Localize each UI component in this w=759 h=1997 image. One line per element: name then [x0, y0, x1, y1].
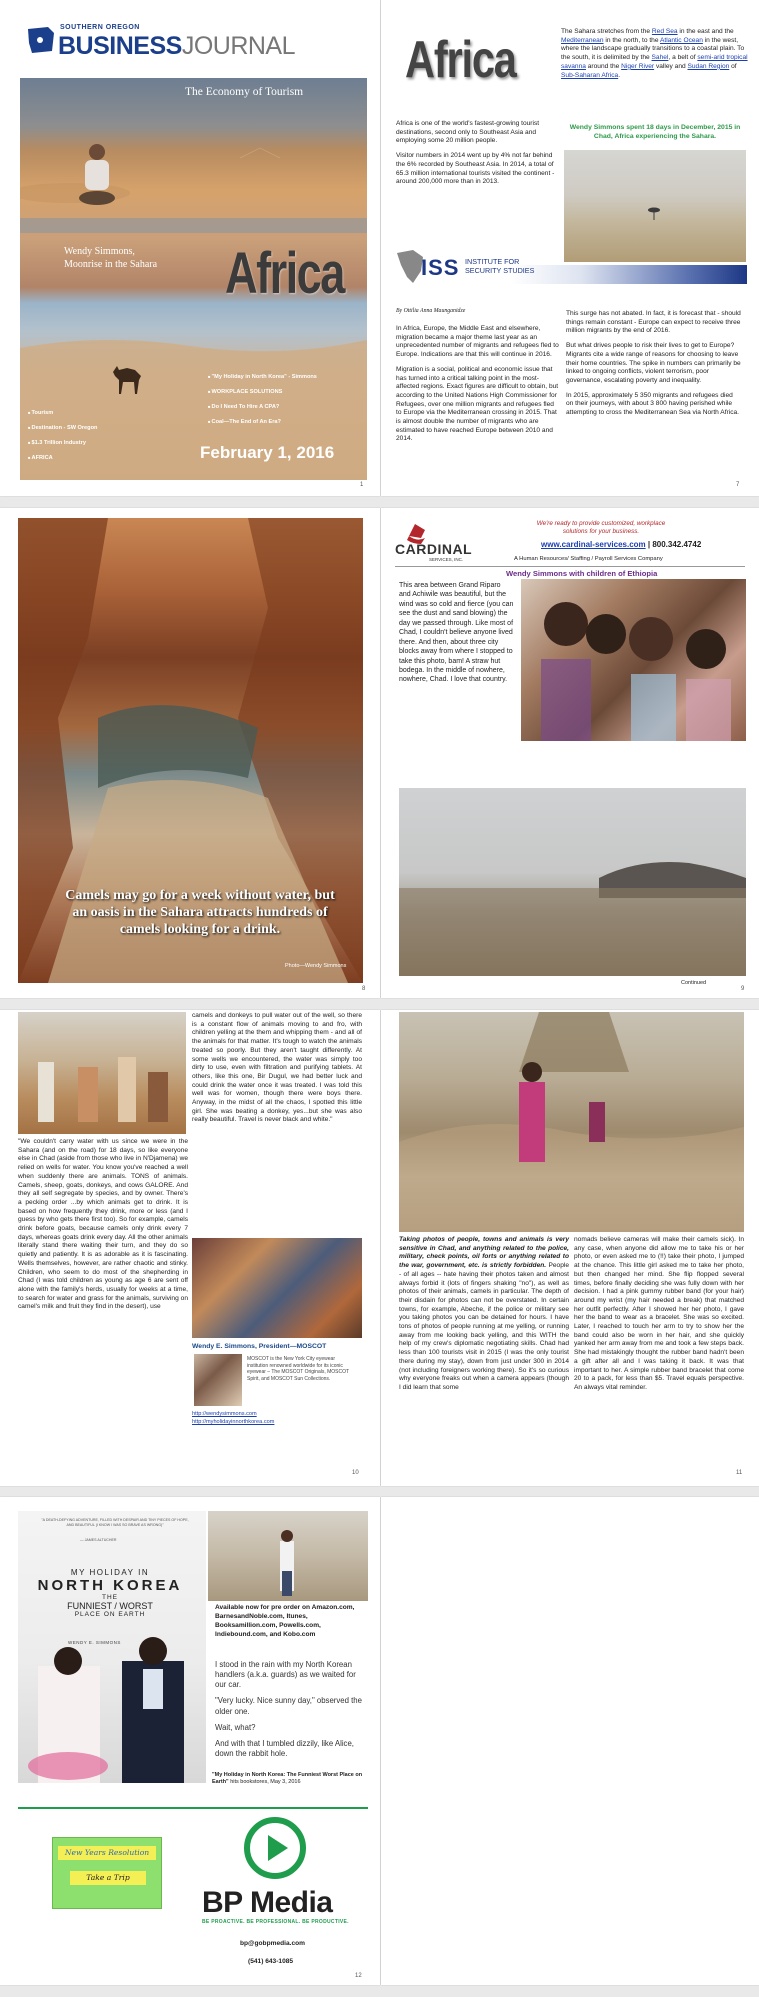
- cover-bullet: ■ Destination - SW Oregon: [28, 425, 97, 431]
- photo-credit: Photo—Wendy Simmons: [285, 963, 347, 969]
- excerpt-para: Wait, what?: [215, 1722, 256, 1732]
- page-number: 7: [736, 482, 740, 488]
- cover-feature: ■ Do I Need To Hire A CPA?: [208, 404, 317, 410]
- cardinal-page: [381, 508, 759, 998]
- north-korea-book-link[interactable]: http://myholidayinnorthkorea.com: [192, 1418, 275, 1425]
- iss-banner: [511, 265, 747, 284]
- resolution-top: New Years Resolution: [58, 1846, 156, 1860]
- cardinal-logo-sub: SERVICES, INC.: [429, 557, 464, 562]
- cover-bullet: ■ AFRICA: [28, 455, 97, 461]
- iss-line2: SECURITY STUDIES: [465, 265, 535, 275]
- standing-figure: [208, 1511, 368, 1601]
- cover-page: [0, 0, 380, 496]
- cardinal-contact: [541, 540, 701, 549]
- photos-warning: Taking photos of people, towns and animals is very sensitive in Chad, and anything related to the police, military, check points, oil forts or anything related to the war, government, etc. is strictly forbidden.: [399, 1236, 569, 1270]
- wendy-portrait: [194, 1354, 242, 1406]
- cover-feature: ■ WORKPLACE SOLUTIONS: [208, 389, 317, 395]
- water-column-2: camels and donkeys to pull water out of the well, so there is a constant flow of animals moving to and fro, with children yelling at the them and whipping them - and all of the animals for that matter. It's tough to watch the animals treated so poorly. But they aren't taught differently. At some wells we encountered, the water was simply too dirty to use, even with filtration and purifying tablets. At others, like this one, Bir Dugul, we had better luck and could drink the water once it was treated. I was told this well was for women, though there were boys there. Anyway, in the midst of all the chaos, I spotted this little girl. She was beating a donkey, yes...but she was also really beautiful. Travel is never black and white.": [192, 1012, 362, 1124]
- link-red-sea[interactable]: Red Sea: [651, 28, 678, 35]
- page-title: Africa: [405, 31, 516, 89]
- cover-feature: ■ "My Holiday in North Korea" - Simmons: [208, 374, 317, 380]
- journal-logo-main: BUSINESS: [58, 32, 182, 60]
- book-cover: [18, 1511, 206, 1783]
- cover-caption-line1: Wendy Simmons,: [64, 246, 135, 257]
- cardinal-logo-name: CARDINAL: [395, 541, 473, 557]
- text: in the west, where the landscape gradually transitions to a coastal plain. To the south, it is delimited by the: [561, 36, 745, 62]
- text: around the: [585, 62, 622, 70]
- wendy-simmons-figure: [72, 138, 122, 208]
- book-author: WENDY E. SIMMONS: [68, 1640, 121, 1645]
- book-excerpt: [215, 1660, 365, 1765]
- book-release-title: "My Holiday in North Korea: The Funniest Worst Place on Earth": [212, 1772, 363, 1786]
- children-photo: [521, 579, 746, 741]
- blank-page: [381, 1497, 759, 1985]
- bp-media-email: bp@gobpmedia.com: [240, 1940, 306, 1947]
- cardinal-tagline: We're ready to provide customized, workplace solutions for your business.: [536, 520, 666, 536]
- text: , a belt of: [668, 54, 698, 62]
- cover-date: February 1, 2016: [200, 443, 335, 462]
- hills-silhouette: [399, 788, 746, 976]
- article-column-2: [566, 310, 741, 424]
- book-title-line: MY HOLIDAY IN: [70, 1568, 150, 1577]
- sahara-tree: [564, 150, 746, 262]
- link-sub-saharan[interactable]: Sub-Saharan Africa: [561, 71, 619, 79]
- book-quote: "A DEATH-DEFYING ADVENTURE, FILLED WITH DESPAIR AND TINY PIECES OF HOPE, AND BEAUTIFUL (I KNOW I WAS SO BRAVE AS WRONG)": [41, 1518, 189, 1527]
- book-couple: [18, 1511, 206, 1783]
- page-number: 9: [741, 986, 745, 992]
- play-icon: [240, 1813, 310, 1883]
- book-quote-author: — JAMES ALTUCHER: [80, 1538, 117, 1542]
- divider: [395, 566, 745, 567]
- moscot-name: Wendy E. Simmons, President—MOSCOT: [192, 1343, 327, 1350]
- photo-caption: Wendy Simmons with children of Ethiopia: [506, 569, 658, 578]
- iss-abbr: ISS: [421, 255, 460, 280]
- cover-bullet: ■ $1.3 Trillion Industry: [28, 440, 97, 446]
- text: .: [618, 71, 621, 79]
- sahara-description: [561, 28, 749, 80]
- author-links: [192, 1411, 274, 1427]
- cardinal-website-link[interactable]: www.cardinal-services.com: [541, 540, 646, 549]
- wendy-standing-photo: [208, 1511, 368, 1601]
- article-para: This surge has not abated. In fact, it is forecast that - should things remain constant - Europe can expect to receive three million migrants by the end of 2016.: [566, 310, 741, 335]
- water-page: [0, 1010, 380, 1486]
- cover-feature: ■ Coal—The End of An Era?: [208, 419, 317, 425]
- book-title-line: NORTH KOREA: [37, 1577, 183, 1594]
- link-atlantic[interactable]: Atlantic Ocean: [659, 36, 703, 44]
- bp-media-name: BP Media: [202, 1886, 333, 1919]
- photos-column-2: nomads believe cameras will make their camels sick). In any case, when anyone did allow me to take his or her photo, or even asked me to (!!) take their photo, I jumped at the chance. This little girl asked me to take her photo, but then changed her mind. She flip flopped several times, before finally deciding she was fully down with her decision. I had a pink gummy rubber band (for your hair) around my wrist (my hair needed a break) that matched her outfit perfectly. After I showed her her photo, I gave her the band to wear as a bracelet. She was so excited. Later, I reached to touch her arm to try to show her the band could also be worn in her hair, and she quickly yanked her arm away from me and took a few steps back. She had mistakingly thought the rubber band hadn't been a gift after all and I was taking it back. It was that important to her. A simple rubber band bracelet that come 20 to a pack, for less than $5. Travel equals perspective. An always vital reminder.: [574, 1236, 744, 1391]
- link-savanna[interactable]: semi-arid tropical savanna: [561, 54, 748, 70]
- journal-logo-top: SOUTHERN OREGON: [60, 24, 140, 31]
- cover-big-title: Africa: [225, 241, 344, 306]
- text: in the east and the: [677, 28, 734, 35]
- cardinal-services: A Human Resources/ Staffing / Payroll Services Company: [514, 556, 663, 562]
- article-para: But what drives people to risk their lives to get to Europe? Migrants cite a wide range of reasons for choosing to leave their home countries. The spike in numbers can primarily be linked to ongoing conflicts, violent terrorism, poor governance, escalating poverty and inequality.: [566, 342, 741, 384]
- sahara-photo: [564, 150, 746, 262]
- book-title-line: THE: [102, 1594, 118, 1601]
- photos-text: People - of all ages -- hate having their photos taken and almost always forbid it (lots of fingers shaking "no"), as well as photos of their animals, camels in particular. The depth of their disdain for photos can not be overstated. In certain towns, for example, Abeche, if the police or military see you taking photos you can be detained for hours. I have tons of photos of people running at me yelling, or running away from me looking back yelling, and this WITH the help of my crew's diplomatic negotiating skills. Chad had less than 100 tourists visit in 2015 (I was the only tourist there during my stay), down from just under 300 in 2014 (not including foreigners working there). So it's so curious why everyone freaks out when a camera appears (though I did learn that some: [399, 1262, 569, 1391]
- cover-caption-line2: Moonrise in the Sahara: [64, 258, 158, 270]
- page-number: 11: [736, 1470, 743, 1476]
- oasis-caption: Camels may go for a week without water, but an oasis in the Sahara attracts hundreds of camels looking for a drink.: [65, 888, 335, 937]
- figures: [18, 1012, 186, 1134]
- page-number: 8: [362, 986, 366, 992]
- journal-logo-main2: JOURNAL: [181, 32, 295, 60]
- excerpt-para: And with that I tumbled dizzily, like Alice, down the rabbit hole.: [215, 1738, 354, 1758]
- cover-bullet: ■ Tourism: [28, 410, 97, 416]
- page-number: 12: [355, 1973, 362, 1979]
- article-para: In 2015, approximately 5 350 migrants and refugees died on their journeys, with about 3 800 having perished while attempting to cross the Mediterranean Sea via North Africa.: [566, 391, 739, 417]
- oregon-map-icon: [26, 25, 56, 55]
- excerpt-para: "Very lucky. Nice sunny day," observed the older one.: [215, 1696, 362, 1716]
- photos-page: [381, 1010, 759, 1486]
- intro-text: [396, 120, 556, 193]
- chad-landscape-photo: [399, 788, 746, 976]
- cover-bullet-list: [28, 410, 97, 470]
- page-number: 1: [360, 482, 364, 488]
- iss-line1: INSTITUTE FOR: [465, 257, 520, 266]
- water-column-1: "We couldn't carry water with us since we were in the Sahara (and on the road) for 18 days, so like everyone else in Chad (aside from those who live in N'Djamena) we relied on wells for water. You know you've reached a well when suddenly there are animals. TONS of animals. Camels, sheep, goats, donkeys, and cows GALORE. And they all self segregate by species, and by owner. There's a pecking order ...by which animals get to drink. It is based on how frequently they drink, more or less (and I guess by who gets there first too). So for example, camels drink before goats, because camels only drink every 7 days, whereas goats drink every day. All the other animals literally stand there waiting their turn, and they do so quietly and patiently. It is as adorable as it is fascinating. Wells themselves, however, are rather chaotic and stinky. Children, who seem to do most of the shepherding in Chad (I was told children as young as age 6 are sent off alone with the family's herds, usually for weeks at a time, to search for water and grass for the animals, surviving on camel's milk and fruit they find in the desert), use: [18, 1138, 188, 1311]
- well-people-photo: [18, 1012, 186, 1134]
- link-niger-river[interactable]: Niger River: [621, 62, 655, 70]
- bp-media-phone: (541) 643-1085: [248, 1958, 294, 1965]
- text: valley and: [654, 62, 688, 70]
- book-availability: Available now for pre order on Amazon.com, BarnesandNoble.com, Itunes, Booksamillion.com, Powells.com, Indiebound.com, and Kobo.com: [215, 1604, 355, 1638]
- cover-photo-caption: [64, 246, 157, 271]
- intro-para: Visitor numbers in 2014 went up by 4% not far behind the 6% recorded by Southeast Asia. In 2014, a total of 65.3 million international tourists visited the continent - around 200,000 more than in 2013.: [396, 152, 555, 186]
- article-column-1: [396, 325, 561, 450]
- text: of: [729, 62, 737, 70]
- camel-icon: [105, 358, 149, 396]
- iss-name: [465, 258, 534, 275]
- children-figures: [521, 579, 746, 741]
- africa-intro-page: [381, 0, 759, 496]
- link-sahel[interactable]: Sahel: [651, 54, 669, 62]
- text: The Sahara stretches from the: [561, 28, 652, 35]
- book-title: [30, 1568, 190, 1618]
- wendysimmons-link[interactable]: http://wendysimmons.com: [192, 1411, 257, 1417]
- cardinal-phone: | 800.342.4742: [647, 540, 702, 549]
- village-scene: [399, 1012, 744, 1232]
- excerpt-para: I stood in the rain with my North Korean handlers (a.k.a. guards) as we waited for our car.: [215, 1660, 356, 1690]
- article-para: In Africa, Europe, the Middle East and elsewhere, migration became a major theme last year as an unprecedented number of migrants and refugees fled to Europe. Indications are that this will continue in 2016.: [396, 325, 559, 359]
- book-release-text: hits bookstores, May 3, 2016: [228, 1779, 301, 1786]
- oasis-page: [0, 508, 380, 998]
- photos-column-1: [399, 1236, 569, 1393]
- moscot-description: MOSCOT is the New York City eyewear institution renowned worldwide for its iconic eyewear – The MOSCOT Originals, MOSCOT Spirit, and MOSCOT Sun Collections.: [247, 1356, 349, 1382]
- page-number: 10: [352, 1470, 359, 1476]
- journal-logo: [58, 32, 295, 61]
- article-author: By Ottilia Anna Maunganidze: [396, 308, 466, 314]
- book-title-line: PLACE ON EARTH: [74, 1611, 146, 1618]
- bp-media-tagline: BE PROACTIVE. BE PROFESSIONAL. BE PRODUCTIVE.: [202, 1919, 349, 1925]
- resolution-bottom: Take a Trip: [70, 1871, 146, 1885]
- photo-caption: Wendy Simmons spent 18 days in December, 2015 in Chad, Africa experiencing the Sahara.: [569, 124, 741, 140]
- cover-feature-list: [208, 374, 317, 434]
- link-mediterranean[interactable]: Mediterranean: [561, 36, 604, 44]
- divider: [18, 1807, 368, 1809]
- continued-label: Continued: [681, 980, 707, 986]
- book-page: [0, 1497, 380, 1985]
- book-title-line: FUNNIEST / WORST: [67, 1601, 153, 1611]
- intro-para: Africa is one of the world's fastest-growing tourist destinations, second only to Southeast Asia and employing some 20 million people.: [396, 120, 540, 145]
- link-sudan-region[interactable]: Sudan Region: [687, 62, 730, 70]
- chad-text: This area between Grand Riparo and Achiwile was beautiful, but the wind was so cold and fierce (you can see the dust and sand blowing) the day we passed through. Like most of Chad, I couldn't believe anyone lived there. And then, about three city blocks away from where I stopped to take this photo, bam! A straw hut bodega. In the middle of nowhere, nowhere, Chad. I love that country.: [399, 582, 514, 684]
- girl-donkey-photo: [192, 1238, 362, 1338]
- girl-photo: [399, 1012, 744, 1232]
- cover-headline: The Economy of Tourism: [185, 86, 304, 98]
- text: in the north, to the: [603, 36, 660, 44]
- article-para: Migration is a social, political and economic issue that has turned into a critical talking point in the most-affected regions. Exact figures are difficult to obtain, but according to the United Nations High Commissioner for Refugees, over one million migrants and refugees fled to Europe via the Mediterranean crossing in 2015. That is almost double the number of migrants who are estimated to have reached Europe between 2010 and 2014.: [396, 365, 559, 443]
- book-release: [212, 1772, 368, 1786]
